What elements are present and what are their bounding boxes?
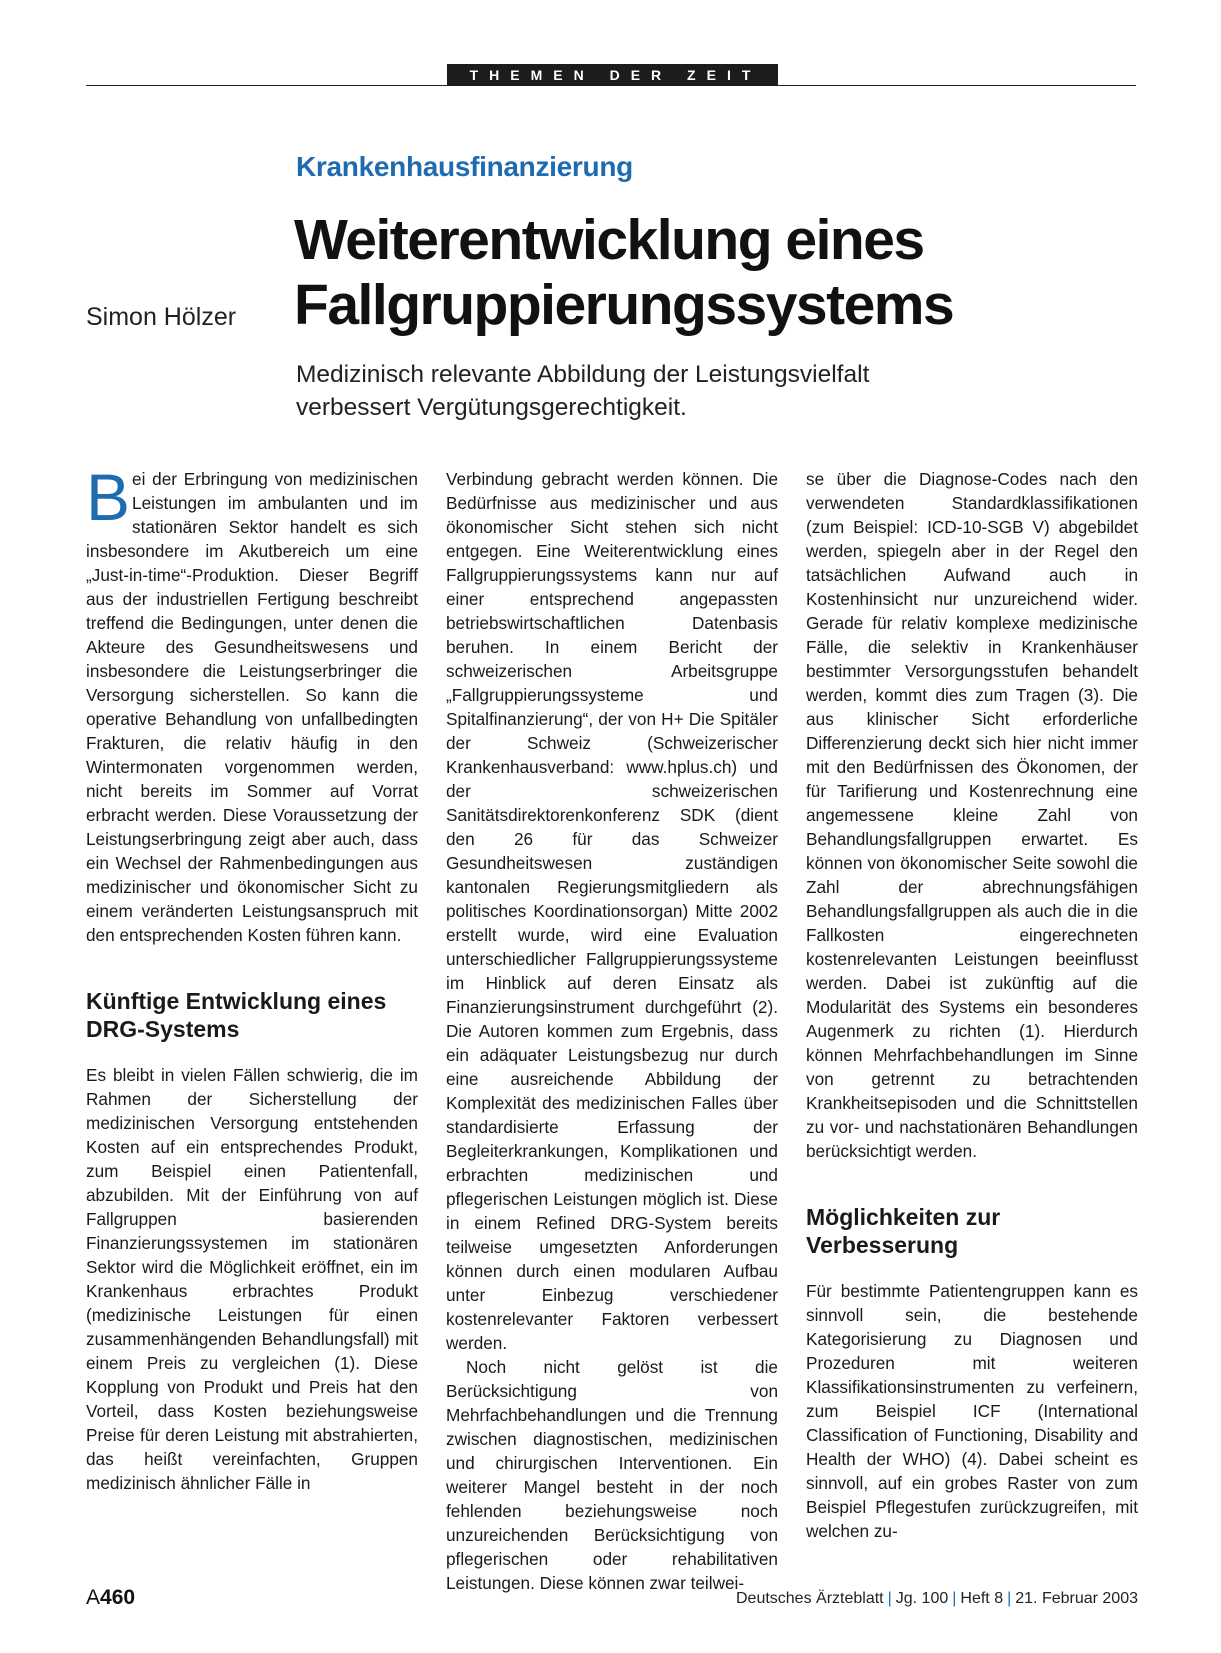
kicker: Krankenhausfinanzierung — [296, 151, 633, 182]
journal-issue: Heft 8 — [960, 1590, 1004, 1607]
headline-line-1: Weiterentwicklung eines — [294, 208, 924, 272]
page-prefix: A — [86, 1586, 101, 1609]
column-3 — [806, 467, 1138, 1543]
headline-line-2: Fallgruppierungssystems — [294, 273, 954, 337]
subheading: Möglichkeiten zur Verbesserung — [806, 1204, 1001, 1258]
paragraph — [86, 460, 418, 947]
section-rubric: THEMEN DER ZEIT — [447, 64, 778, 86]
paragraph: Verbindung gebracht werden können. Die Bedürfnisse aus medizinischer und aus ökonomischer Sicht stehen sich nicht entgegen. Eine Weiterentwicklung eines Fallgruppierungssystems kann nur auf einer entsprechend angepassten betriebswirtschaftlichen Datenbasis beruhen. In einem Bericht der schweizerischen Arbeitsgruppe „Fallgruppierungssysteme und Spitalfinanzierung“, der von H+ Die Spitäler der Schweiz (Schweizerischer Krankenhausverband: www.hplus.ch) und der schweizerischen Sanitätsdirektorenkonferenz SDK (dient den 26 für das Schweizer Gesundheitswesen zuständigen kantonalen Regierungsmitgliedern als politisches Koordinationsorgan) Mitte 2002 erstellt wurde, wird eine Evaluation unterschiedlicher Fallgruppierungssysteme im Hinblick auf deren Einsatz als Finanzierungsinstrument durchgeführt (2). Die Autoren kommen zum Ergebnis, dass ein adäquater Leistungsbezug nur durch eine ausreichende Abbildung der Komplexität des medizinischen Falles über standardisierte Erfassung der Begleiterkrankungen, Komplikationen und erbrachten medizinischen und pflegerischen Leistungen möglich ist. Diese in einem Refined DRG-System bereits teilweise umgesetzten Anforderungen können durch einen modularen Aufbau unter Einbezug verschiedener kostenrelevanter Faktoren verbessert werden. — [446, 469, 778, 1353]
deck — [296, 358, 1096, 424]
paragraph-text: ei der Erbringung von medizinischen Leistungen im ambulanten und im stationären Sektor handelt es sich insbesondere im Akutbereich um eine „Just-in-time“-Produktion. Dieser Begriff aus der industriellen Fertigung beschreibt treffend die Bedingungen, unter denen die Akteure des Gesundheitswesens und insbesondere die Leistungserbringer die Versorgung sicherstellen. So kann die operative Behandlung von unfallbedingten Frakturen, die relativ häufig in den Wintermonaten vorgenommen werden, nicht bereits im Sommer auf Vorrat erbracht werden. Diese Voraussetzung der Leistungserbringung zeigt aber auch, dass ein Wechsel der Rahmenbedingungen aus medizinischer und ökonomischer Sicht zu einem veränderten Leistungsanspruch mit den entsprechenden Kosten führen kann. — [86, 469, 418, 945]
journal-volume: Jg. 100 — [895, 1590, 949, 1607]
journal-name: Deutsches Ärzteblatt — [735, 1590, 884, 1607]
journal-info: Deutsches Ärzteblatt | Jg. 100 | Heft 8 | 21. Februar 2003 — [735, 1590, 1138, 1607]
paragraph: Es bleibt in vielen Fällen schwierig, die im Rahmen der Sicherstellung der medizinischen Versorgung entstehenden Kosten auf ein entsprechendes Produkt, zum Beispiel einen Patientenfall, abzubilden. Mit der Einführung von auf Fallgruppen basierenden Finanzierungssystemen im stationären Sektor wird die Möglichkeit eröffnet, ein im Krankenhaus erbrachtes Produkt (medizinische Leistungen für einen zusammenhängenden Behandlungsfall) mit einem Preis zu vergleichen (1). Diese Kopplung von Produkt und Preis hat den Vorteil, dass Kosten beziehungsweise Preise für deren Leistung mit abstrahierten, das heißt vereinfachten, Gruppen medizinisch ähnlicher Fälle in — [86, 1065, 418, 1493]
page-number-value: 460 — [100, 1586, 136, 1609]
column-2 — [446, 467, 778, 1595]
subheading: Künftige Entwicklung eines DRG-Systems — [86, 988, 387, 1042]
deck-line-2: verbessert Vergütungsgerechtigkeit. — [296, 394, 687, 421]
deck-line-1: Medizinisch relevante Abbildung der Leistungsvielfalt — [296, 361, 870, 388]
paragraph: Noch nicht gelöst ist die Berücksichtigung von Mehrfachbehandlungen und die Trennung zwischen diagnostischen, medizinischen und chirurgischen Interventionen. Ein weiterer Mangel besteht in der noch fehlenden beziehungsweise noch unzureichenden Berücksichtigung von pflegerischen oder rehabilitativen Leistungen. Diese können zwar teilwei- — [446, 1357, 778, 1593]
paragraph: Für bestimmte Patientengruppen kann es sinnvoll sein, die bestehende Kategorisierung zu Diagnosen und Prozeduren mit weiteren Klassifikationsinstrumenten zu verfeinern, zum Beispiel ICF (International Classification of Functioning, Disability and Health der WHO) (4). Dabei scheint es sinnvoll, auf ein grobes Raster von zum Beispiel Pflegestufen zurückzugreifen, mit welchen zu- — [806, 1281, 1138, 1541]
page-number — [86, 1586, 135, 1610]
column-1 — [86, 460, 418, 1495]
journal-date: 21. Februar 2003 — [1015, 1590, 1138, 1607]
headline — [294, 208, 1134, 338]
author-name: Simon Hölzer — [86, 303, 237, 331]
drop-cap: B — [86, 460, 131, 534]
paragraph: se über die Diagnose-Codes nach den verwendeten Standardklassifikationen (zum Beispiel: ICD-10-SGB V) abgebildet werden, spiegeln aber in der Regel den tatsächlichen Aufwand auch in Kostenhinsicht nur unzureichend wider. Gerade für relativ komplexe medizinische Fälle, die selektiv in Krankenhäuser bestimmter Versorgungsstufen behandelt werden, kommt dies zum Tragen (3). Die aus klinischer Sicht erforderliche Differenzierung deckt sich hier nicht immer mit den Bedürfnissen des Ökonomen, der für Tarifierung und Kostenrechnung eine angemessene kleine Zahl von Behandlungsfallgruppen erwartet. Es können von ökonomischer Seite sowohl die Zahl der abrechnungsfähigen Behandlungsfallgruppen als auch die in die Fallkosten eingerechneten kostenrelevanten Leistungen beeinflusst werden. Dabei ist zukünftig auf die Modularität des Systems ein besonderes Augenmerk zu richten (1). Hierdurch können Mehrfachbehandlungen im Sinne von getrennt zu betrachtenden Krankheitsepisoden und die Schnittstellen zu vor- und nachstationären Behandlungen berücksichtigt werden. — [806, 469, 1138, 1161]
